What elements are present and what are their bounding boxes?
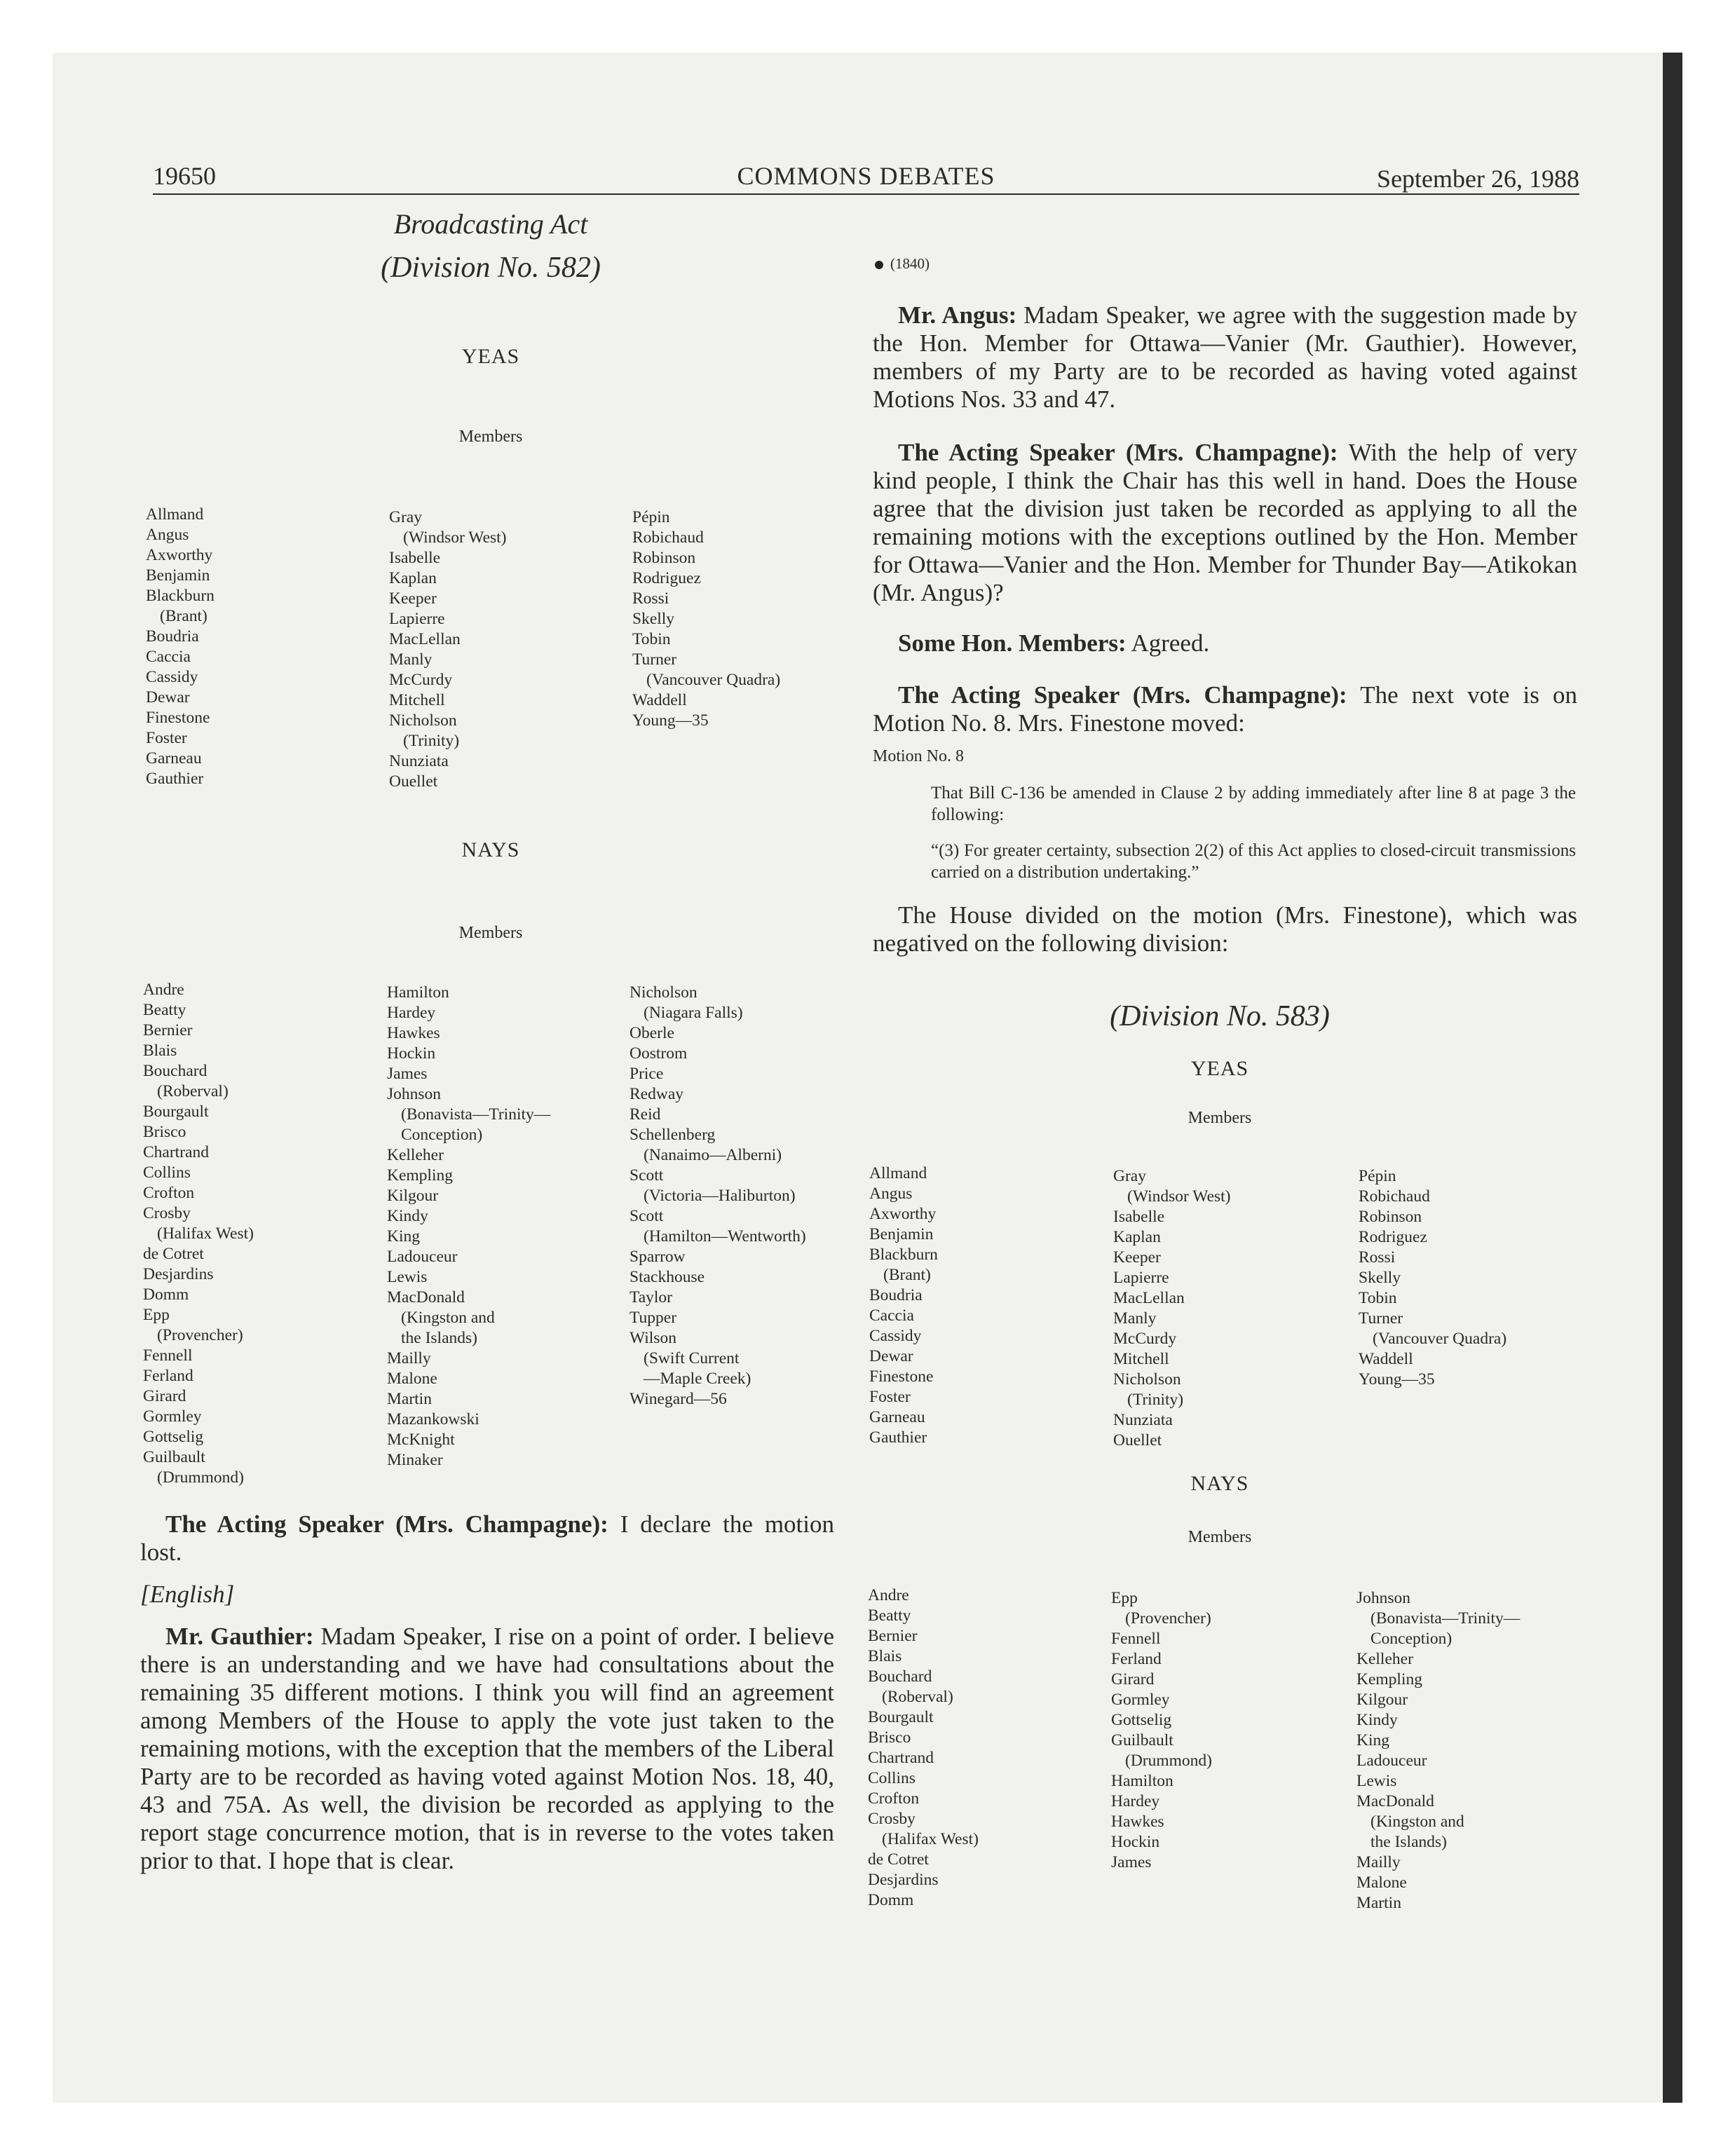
member-name: Martin [1356,1894,1401,1912]
member-riding: (Roberval) [882,1688,953,1706]
member-riding: (Provencher) [157,1326,243,1344]
member-name: Ouellet [389,772,438,791]
member-riding: —Maple Creek) [644,1370,751,1388]
member-name: Foster [146,729,187,747]
member-name: Allmand [869,1164,927,1182]
member-name: Keeper [389,589,437,608]
member-name: Angus [146,526,189,544]
member-name: Winegard—56 [630,1390,727,1408]
member-name: Stackhouse [630,1268,705,1286]
member-name: de Cotret [868,1850,929,1869]
member-name: Gottselig [1111,1711,1172,1729]
div583-yeas-col1 [869,1164,938,1448]
member-name: Malone [387,1370,437,1388]
member-name: Isabelle [1113,1208,1165,1226]
div582-nays-col2 [387,983,550,1471]
div583-nays-heading: NAYS [1190,1472,1249,1495]
publication-title: COMMONS DEBATES [737,162,995,190]
member-name: Desjardins [868,1871,939,1889]
member-name: Turner [632,650,677,669]
member-riding: Conception) [401,1126,483,1144]
member-name: Bernier [868,1627,918,1645]
member-name: Rossi [1359,1248,1396,1267]
member-name: James [1111,1853,1152,1871]
member-name: Mitchell [1113,1350,1169,1368]
member-name: Nicholson [389,711,457,730]
member-name: Blackburn [869,1246,938,1264]
div582-nays-col1 [143,980,254,1488]
member-riding: (Bonavista—Trinity— [1370,1609,1520,1628]
member-name: Ladouceur [387,1248,458,1266]
member-name: Pépin [632,508,670,526]
div582-yeas-col2 [389,507,507,792]
member-name: Ouellet [1113,1431,1162,1449]
member-name: Brisco [868,1728,911,1747]
motion-quote: “(3) For greater certainty, subsection 2(2) of this Act applies to closed-circuit transmissions carried on a distribution undertaking.” [931,841,1576,882]
member-name: Domm [868,1891,914,1909]
member-name: Girard [143,1387,186,1405]
page-number: 19650 [153,162,216,190]
div583-yeas-heading: YEAS [1190,1057,1249,1080]
member-name: Hockin [1111,1833,1160,1851]
member-name: Hardey [387,1004,436,1022]
member-name: Bourgault [868,1708,934,1726]
member-name: Reid [630,1105,661,1124]
member-riding: Conception) [1370,1630,1452,1648]
member-name: Blais [868,1647,902,1665]
member-riding: (Swift Current [644,1349,740,1367]
member-riding: (Brant) [160,607,207,625]
page-date: September 26, 1988 [1377,165,1579,193]
scan-edge-bar [1663,53,1682,2103]
language-marker: [English] [140,1581,235,1608]
member-name: Tupper [630,1309,677,1327]
member-riding: (Brant) [883,1266,931,1284]
member-name: Nunziata [1113,1411,1173,1429]
member-name: Guilbault [143,1448,205,1466]
member-name: Blackburn [146,587,215,605]
member-name: Collins [143,1164,191,1182]
member-name: Kaplan [389,569,437,587]
div583-yeas-col2 [1113,1166,1231,1451]
member-name: Turner [1359,1309,1403,1328]
member-riding: (Windsor West) [1127,1187,1231,1206]
member-name: MacDonald [1356,1792,1434,1810]
member-name: Gray [389,508,422,526]
member-name: Robinson [1359,1208,1422,1226]
member-name: Finestone [869,1367,934,1386]
member-name: McKnight [387,1431,455,1449]
member-name: Epp [143,1306,170,1324]
motion-text: That Bill C-136 be amended in Clause 2 by adding immediately after line 8 at page 3 the following: [931,784,1576,824]
member-name: Cassidy [146,668,198,686]
time-stamp: (1840) [890,255,930,272]
member-name: Mitchell [389,691,445,709]
member-name: Collins [868,1769,916,1787]
speech-text: The next vote is on Motion No. 8. Mrs. Finestone moved: [873,681,1577,737]
member-name: Redway [630,1085,684,1103]
division-announcement [873,901,1577,957]
member-name: Nicholson [1113,1370,1181,1389]
member-name: MacLellan [389,630,461,648]
member-name: Gormley [143,1407,202,1426]
member-name: Hamilton [387,983,449,1002]
div583-nays-col2 [1111,1588,1212,1873]
div583-yeas-members-heading: Members [1188,1109,1252,1127]
speaker-label: Some Hon. Members: [898,629,1127,657]
member-name: Oberle [630,1024,674,1042]
member-name: Waddell [1359,1350,1413,1368]
div582-nays-members-heading: Members [458,924,523,942]
motion-label: Motion No. 8 [873,747,965,765]
member-name: Gormley [1111,1691,1170,1709]
member-name: Taylor [630,1288,672,1306]
member-name: Kilgour [387,1187,439,1205]
member-riding: (Provencher) [1125,1609,1211,1628]
member-name: Girard [1111,1670,1155,1688]
member-name: Lapierre [1113,1269,1169,1287]
member-name: Young—35 [632,711,709,730]
member-name: Axworthy [869,1205,937,1223]
member-name: Manly [389,650,433,669]
member-riding: (Drummond) [1125,1752,1213,1770]
member-name: Kaplan [1113,1228,1161,1246]
speaker-label: Mr. Angus: [898,301,1017,329]
member-name: Mailly [1356,1853,1401,1871]
speaker-label: The Acting Speaker (Mrs. Champagne): [165,1510,608,1538]
member-name: Blais [143,1042,177,1060]
div582-yeas-col3 [632,507,780,731]
division-582-title: (Division No. 582) [381,252,601,284]
member-name: King [1356,1731,1389,1749]
member-name: Hardey [1111,1792,1160,1810]
member-name: Caccia [869,1306,914,1325]
member-name: Sparrow [630,1248,686,1266]
member-name: Desjardins [143,1265,214,1283]
member-name: McCurdy [1113,1330,1177,1348]
member-name: Ferland [1111,1650,1162,1668]
member-name: Wilson [630,1329,676,1347]
member-name: Boudria [146,627,199,646]
member-name: Rodriguez [1359,1228,1427,1246]
member-name: Crosby [143,1204,191,1222]
member-name: Pépin [1359,1167,1396,1185]
member-name: Bernier [143,1021,193,1039]
member-riding: (Vancouver Quadra) [646,671,781,689]
speaker-label: The Acting Speaker (Mrs. Champagne): [898,439,1338,466]
speech-angus [873,301,1577,414]
member-name: Robichaud [1359,1187,1430,1206]
member-name: King [387,1227,420,1246]
div583-nays-members-heading: Members [1188,1528,1252,1546]
member-name: Beatty [868,1606,911,1625]
member-name: Rossi [632,589,669,608]
member-name: Dewar [146,688,190,707]
member-name: Johnson [387,1085,442,1103]
member-riding: (Nanaimo—Alberni) [644,1146,782,1164]
member-name: Crofton [143,1184,195,1202]
member-riding: the Islands) [401,1329,477,1347]
member-name: Domm [143,1285,189,1304]
member-name: Fennell [1111,1630,1161,1648]
member-name: Fennell [143,1346,193,1365]
member-name: Allmand [146,505,204,524]
member-name: MacLellan [1113,1289,1185,1307]
time-marker [875,255,930,273]
member-name: Dewar [869,1347,913,1365]
div583-nays-col3 [1356,1588,1520,1913]
member-name: Cassidy [869,1327,922,1345]
member-name: Gray [1113,1167,1146,1185]
speaker-label: The Acting Speaker (Mrs. Champagne): [898,681,1347,709]
member-name: Price [630,1065,664,1083]
member-name: Chartrand [868,1749,934,1767]
member-name: Andre [868,1586,909,1604]
member-riding: (Niagara Falls) [644,1004,743,1022]
member-name: Ferland [143,1367,193,1385]
member-name: Bourgault [143,1103,209,1121]
member-riding: (Halifax West) [882,1830,979,1848]
speech-text: Madam Speaker, we agree with the suggestion made by the Hon. Member for Ottawa—Vanier (Mr. Gauthier). However, members of my Party are to be recorded as having voted against Motions Nos. 33 and 47. [873,301,1577,413]
member-name: Gauthier [146,770,204,788]
member-name: Minaker [387,1451,443,1469]
member-name: Benjamin [146,566,210,585]
speaker-label: Mr. Gauthier: [165,1623,314,1650]
div582-nays-col3 [630,983,806,1410]
speech-text: Agreed. [1126,629,1210,657]
member-name: Johnson [1356,1589,1411,1607]
member-name: Garneau [146,749,202,767]
speech-text: Madam Speaker, I rise on a point of order. I believe there is an understanding and we have had consultations about the remaining 35 different motions. I think you will find an agreement among Members of the House to apply the vote just taken to the remaining motions, with the exception that the members of the Liberal Party are to be recorded as having voted against Motion Nos. 18, 40, 43 and 75A. As well, the division be recorded as applying to the report stage concurrence motion, that is in reverse to the votes taken prior to that. I hope that is clear. [140,1623,834,1874]
member-name: Waddell [632,691,687,709]
member-name: Isabelle [389,549,441,567]
member-name: Crofton [868,1789,920,1808]
member-name: Keeper [1113,1248,1161,1267]
member-name: Guilbault [1111,1731,1173,1749]
member-name: Mazankowski [387,1410,479,1428]
member-name: Kempling [387,1166,453,1185]
member-name: Garneau [869,1408,925,1426]
member-name: Nunziata [389,752,449,770]
member-name: Gottselig [143,1428,204,1446]
member-name: Andre [143,981,184,999]
member-riding: (Victoria—Haliburton) [644,1187,796,1205]
member-name: Kindy [387,1207,428,1225]
member-name: de Cotret [143,1245,204,1263]
member-name: Lewis [1356,1772,1397,1790]
member-name: Skelly [632,610,675,628]
member-name: Hawkes [1111,1813,1164,1831]
div583-yeas-col3 [1359,1166,1506,1390]
member-riding: (Roberval) [157,1082,229,1100]
member-riding: (Trinity) [403,732,460,750]
speech-some-members [873,629,1577,657]
member-name: Martin [387,1390,432,1408]
member-name: Epp [1111,1589,1138,1607]
act-title: Broadcasting Act [393,208,588,240]
member-name: James [387,1065,428,1083]
member-name: Kindy [1356,1711,1398,1729]
member-name: Finestone [146,709,210,727]
member-riding: (Trinity) [1127,1391,1184,1409]
member-name: Scott [630,1166,664,1185]
page-header [153,158,1579,195]
member-name: Chartrand [143,1143,209,1161]
member-name: Kilgour [1356,1691,1408,1709]
member-name: Brisco [143,1123,186,1141]
member-name: Skelly [1359,1269,1401,1287]
member-name: Mailly [387,1349,431,1367]
member-name: Kempling [1356,1670,1422,1688]
member-riding: the Islands) [1370,1833,1447,1851]
member-name: McCurdy [389,671,453,689]
member-name: Lewis [387,1268,428,1286]
member-name: Manly [1113,1309,1157,1328]
division-583-title: (Division No. 583) [1110,1000,1330,1032]
member-name: Oostrom [630,1044,688,1063]
speech-acting-speaker-2 [873,681,1577,737]
member-name: Young—35 [1359,1370,1435,1389]
bullet-dot-icon [875,261,883,269]
member-name: Rodriguez [632,569,701,587]
member-riding: (Windsor West) [403,528,507,547]
member-name: Tobin [1359,1289,1397,1307]
member-name: Robichaud [632,528,704,547]
speech-acting-speaker-1 [873,439,1577,607]
div582-yeas-members-heading: Members [458,428,523,446]
member-riding: (Kingston and [401,1309,495,1327]
div582-nays-heading: NAYS [461,838,520,861]
member-name: Bouchard [143,1062,207,1080]
member-name: Benjamin [869,1225,934,1243]
member-name: Malone [1356,1874,1407,1892]
member-name: Schellenberg [630,1126,716,1144]
member-name: Angus [869,1185,913,1203]
div582-yeas-heading: YEAS [461,345,520,368]
div582-yeas-col1 [146,505,215,789]
div583-nays-col1 [868,1585,979,1911]
member-name: Caccia [146,648,191,666]
member-name: Kelleher [1356,1650,1413,1668]
member-name: Axworthy [146,546,213,564]
member-riding: (Drummond) [157,1468,245,1487]
member-name: Kelleher [387,1146,444,1164]
member-name: Scott [630,1207,664,1225]
member-name: Nicholson [630,983,698,1002]
member-name: Tobin [632,630,671,648]
member-name: MacDonald [387,1288,465,1306]
member-name: Hockin [387,1044,436,1063]
member-riding: (Kingston and [1370,1813,1464,1831]
member-name: Boudria [869,1286,923,1304]
member-name: Beatty [143,1001,186,1019]
member-name: Ladouceur [1356,1752,1427,1770]
member-name: Bouchard [868,1667,932,1686]
member-riding: (Hamilton—Wentworth) [644,1227,806,1246]
member-riding: (Vancouver Quadra) [1373,1330,1507,1348]
division-announcement-text: The House divided on the motion (Mrs. Finestone), which was negatived on the following division: [873,901,1577,957]
member-name: Robinson [632,549,696,567]
speech-text: I declare the motion lost. [140,1510,834,1566]
member-name: Gauthier [869,1428,927,1447]
member-name: Crosby [868,1810,916,1828]
speech-text: With the help of very kind people, I think the Chair has this well in hand. Does the House agree that the division just taken be recorded as applying to all the remaining motions with the exceptions outlined by the Hon. Member for Ottawa—Vanier and the Hon. Member for Thunder Bay—Atikokan (Mr. Angus)? [873,439,1577,606]
member-name: Hawkes [387,1024,440,1042]
member-riding: (Halifax West) [157,1224,254,1243]
member-name: Hamilton [1111,1772,1173,1790]
member-riding: (Bonavista—Trinity— [401,1105,551,1124]
speech-gauthier [140,1623,834,1875]
member-name: Lapierre [389,610,445,628]
speech-motion-lost [140,1510,834,1567]
member-name: Foster [869,1388,911,1406]
